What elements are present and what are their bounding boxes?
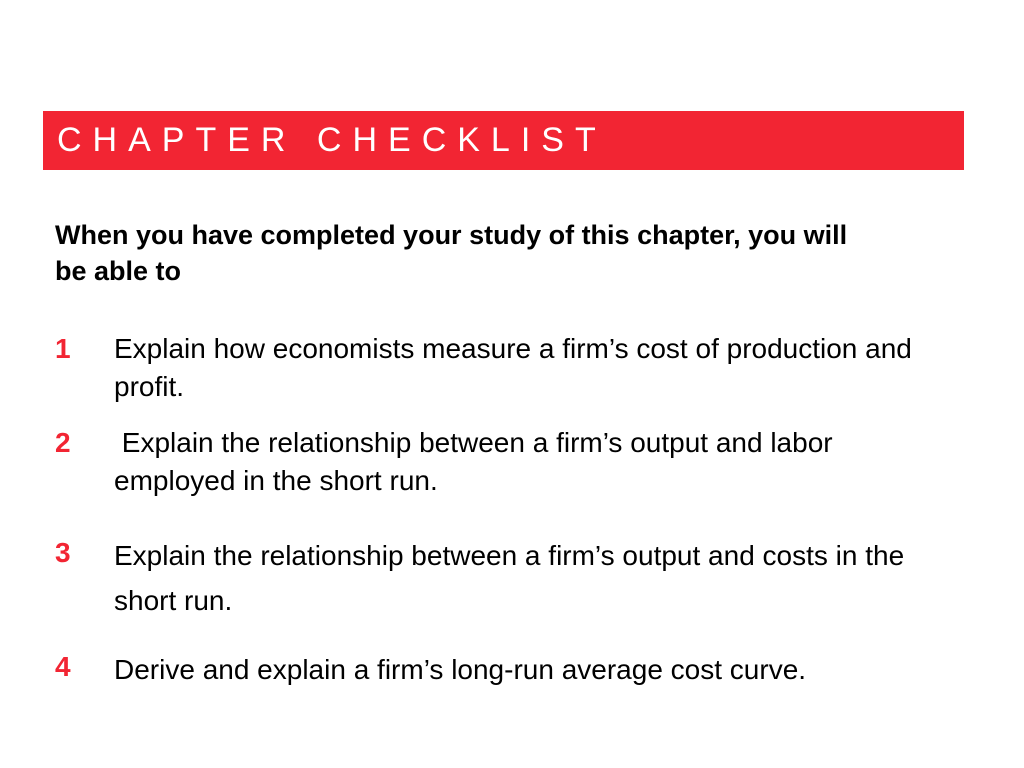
- objective-text: Explain how economists measure a firm’s cost of production and profit.: [114, 333, 920, 402]
- objective-number: 2: [55, 427, 71, 458]
- banner-title: CHAPTER CHECKLIST: [57, 121, 607, 159]
- objective-number: 1: [55, 333, 71, 364]
- objective-text: Explain the relationship between a firm’s output and labor employed in the short run.: [114, 427, 841, 496]
- objective-number: 4: [55, 651, 71, 682]
- chapter-checklist-banner: [43, 111, 964, 170]
- objective-text: Derive and explain a firm’s long-run average cost curve.: [114, 654, 807, 685]
- objective-number: 3: [55, 537, 71, 568]
- objective-text: Explain the relationship between a firm’s output and costs in the short run.: [114, 540, 912, 616]
- intro-text: When you have completed your study of this chapter, you will be able to: [55, 220, 848, 286]
